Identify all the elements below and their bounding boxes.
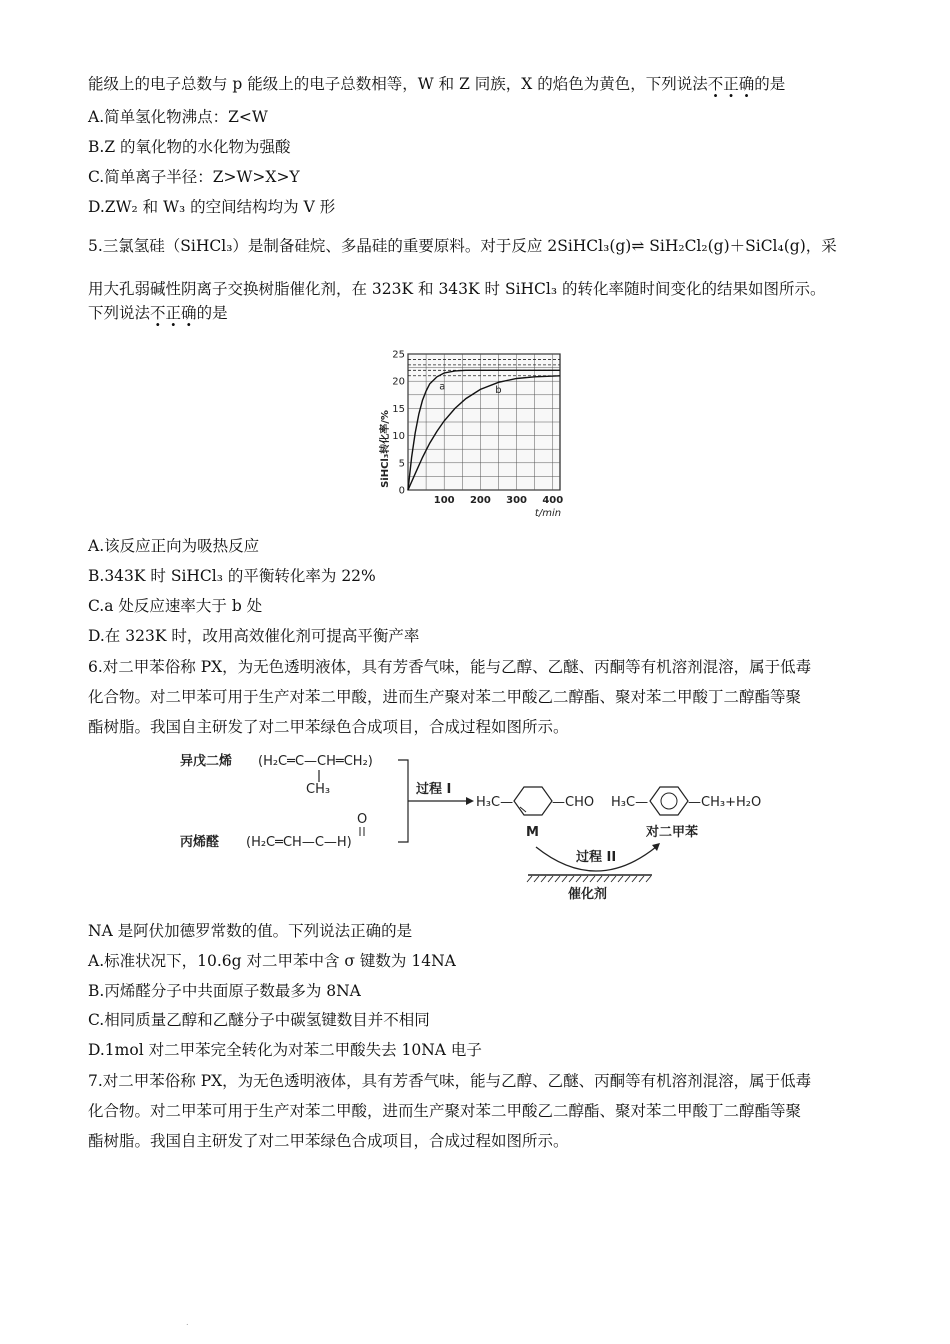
- x-tick-label: 100: [433, 495, 455, 506]
- hatch-mark: [646, 876, 651, 882]
- px-aromatic-circle: [661, 793, 677, 809]
- q5-stem-line1: 5.三氯氢硅（SiHCl₃）是制备硅烷、多晶硅的重要原料。对于反应 2SiHCl₃(g)⇌ SiH₂Cl₂(g)＋SiCl₄(g)，采: [88, 237, 837, 255]
- process1-label: 过程 I: [416, 782, 452, 797]
- page-mark: .: [186, 1318, 189, 1327]
- q6-option-c: C.相同质量乙醇和乙醚分子中碳氢键数目并不相同: [88, 1011, 430, 1029]
- emphasis-char: 不: [150, 304, 166, 322]
- m-label: M: [526, 825, 539, 840]
- q5-stem-line3: 下列说法不正确的是: [88, 304, 228, 322]
- q5-option-c: C.a 处反应速率大于 b 处: [88, 597, 263, 615]
- chart-x-label: t/min: [534, 508, 562, 519]
- q4-option-d: D.ZW₂ 和 W₃ 的空间结构均为 V 形: [88, 198, 336, 216]
- q5-option-a: A.该反应正向为吸热反应: [88, 537, 260, 555]
- hatch-mark: [548, 876, 553, 882]
- hatch-mark: [576, 876, 581, 882]
- acrolein-oxygen: O: [357, 812, 368, 827]
- q6-option-d: D.1mol 对二甲苯完全转化为对苯二甲酸失去 10NA 电子: [88, 1041, 482, 1059]
- x-tick-label: 200: [469, 495, 491, 506]
- chart-grid: [408, 354, 560, 490]
- chart-y-label: SiHCl₃转化率/%: [380, 410, 391, 488]
- hatch-mark: [625, 876, 630, 882]
- emphasis-char: 正: [723, 75, 739, 93]
- emphasis-char: 确: [738, 75, 755, 93]
- series-label-a: a: [439, 381, 446, 393]
- m-left-group: H₃C—: [476, 795, 514, 810]
- series-label-b: b: [495, 385, 502, 397]
- emphasis-char: 不: [707, 75, 724, 93]
- hatch-mark: [555, 876, 560, 882]
- catalyst-label: 催化剂: [568, 887, 608, 902]
- emphasis-char: 正: [165, 304, 182, 322]
- q7-stem-line2: 化合物。对二甲苯可用于生产对苯二甲酸，进而生产聚对苯二甲酸乙二醇酯、聚对苯二甲酸丁二醇酯等聚: [88, 1102, 802, 1120]
- px-ring: [650, 787, 688, 815]
- isoprene-methyl: CH₃: [306, 782, 331, 797]
- hatch-mark: [583, 876, 588, 882]
- y-tick-label: 15: [392, 403, 405, 415]
- q4-option-a: A.简单氢化物沸点：Z<W: [88, 108, 268, 126]
- reaction-equation: 2SiHCl₃(g)⇌ SiH₂Cl₂(g)＋SiCl₄(g): [547, 237, 806, 255]
- m-right-group: —CHO: [552, 795, 595, 810]
- q4-option-c: C.简单离子半径：Z>W>X>Y: [88, 168, 300, 186]
- x-tick-label: 300: [506, 495, 528, 506]
- x-tick-label: 400: [542, 495, 564, 506]
- hatch-mark: [618, 876, 623, 882]
- m-ring: [514, 787, 552, 815]
- hatch-mark: [527, 876, 532, 882]
- y-tick-label: 25: [392, 349, 405, 361]
- q6-stem-line1: 6.对二甲苯俗称 PX，为无色透明液体，具有芳香气味，能与乙醇、乙醚、丙酮等有机溶剂混溶，属于低毒: [88, 658, 812, 676]
- px-label: 对二甲苯: [646, 825, 699, 840]
- catalyst-hatch: [527, 876, 651, 882]
- y-tick-label: 5: [398, 458, 405, 470]
- process1-arrowhead: [466, 797, 474, 805]
- q7-stem-line1: 7.对二甲苯俗称 PX，为无色透明液体，具有芳香气味，能与乙醇、乙醚、丙酮等有机溶剂混溶，属于低毒: [88, 1072, 812, 1090]
- hatch-mark: [632, 876, 637, 882]
- reactant-bracket: [398, 760, 408, 842]
- y-tick-label: 20: [392, 376, 405, 388]
- q6-option-b: B.丙烯醛分子中共面原子数最多为 8NA: [88, 982, 361, 1000]
- hatch-mark: [534, 876, 539, 882]
- q6-stem-line2: 化合物。对二甲苯可用于生产对苯二甲酸，进而生产聚对苯二甲酸乙二醇酯、聚对苯二甲酸丁二醇酯等聚: [88, 688, 802, 706]
- isoprene-name: 异戊二烯: [180, 754, 233, 769]
- y-tick-label: 0: [398, 485, 405, 497]
- synthesis-scheme: [176, 745, 786, 910]
- q5-option-d: D.在 323K 时，改用高效催化剂可提高平衡产率: [88, 627, 420, 645]
- q5-option-b: B.343K 时 SiHCl₃ 的平衡转化率为 22%: [88, 567, 376, 585]
- conversion-rate-chart: [372, 344, 572, 520]
- hatch-mark: [604, 876, 609, 882]
- px-left-group: H₃C—: [611, 795, 649, 810]
- q6-stem-line3: 酯树脂。我国自主研发了对二甲苯绿色合成项目，合成过程如图所示。: [88, 718, 569, 736]
- emphasis-char: 确: [181, 304, 197, 322]
- hatch-mark: [562, 876, 567, 882]
- px-right-group: —CH₃+H₂O: [688, 795, 762, 810]
- q5-stem-line2: 用大孔弱碱性阴离子交换树脂催化剂，在 323K 和 343K 时 SiHCl₃ 的转化率随时间变化的结果如图所示。: [88, 280, 826, 298]
- y-tick-label: 10: [392, 431, 405, 443]
- hatch-mark: [611, 876, 616, 882]
- q7-stem-line3: 酯树脂。我国自主研发了对二甲苯绿色合成项目，合成过程如图所示。: [88, 1132, 569, 1150]
- q6-na-statement: NA 是阿伏加德罗常数的值。下列说法正确的是: [88, 922, 413, 940]
- hatch-mark: [639, 876, 644, 882]
- hatch-mark: [590, 876, 595, 882]
- acrolein-formula: (H₂C═CH—C—H): [246, 835, 352, 850]
- hatch-mark: [569, 876, 574, 882]
- hatch-mark: [541, 876, 546, 882]
- acrolein-name: 丙烯醛: [180, 835, 220, 850]
- q4-stem: 能级上的电子总数与 p 能级上的电子总数相等，W 和 Z 同族，X 的焰色为黄色，下列说法不正确的是: [88, 75, 786, 93]
- hatch-mark: [597, 876, 602, 882]
- q6-option-a: A.标准状况下，10.6g 对二甲苯中含 σ 键数为 14NA: [88, 952, 456, 970]
- process2-label: 过程 II: [576, 850, 617, 865]
- isoprene-formula: (H₂C═C—CH═CH₂): [258, 754, 373, 769]
- q4-option-b: B.Z 的氧化物的水化物为强酸: [88, 138, 291, 156]
